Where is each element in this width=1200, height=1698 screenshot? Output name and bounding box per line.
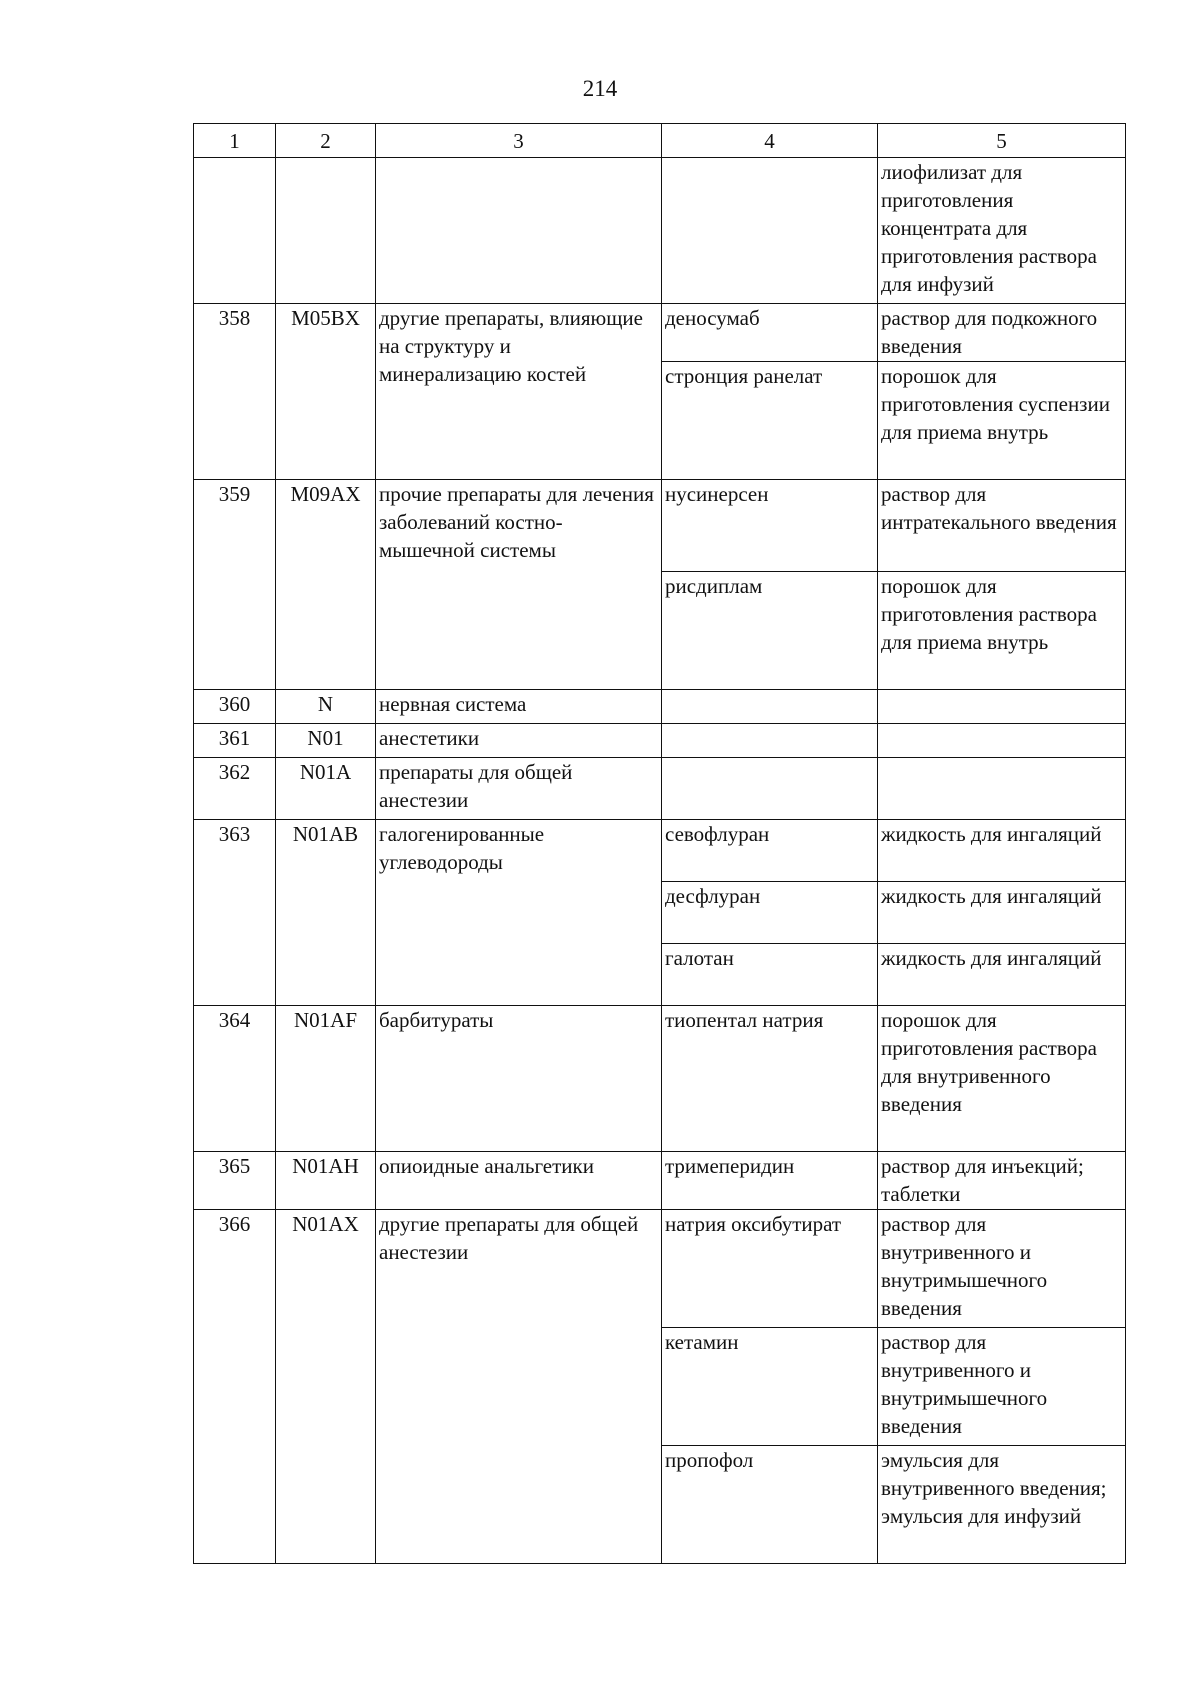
drug-name: тримеперидин bbox=[662, 1152, 878, 1210]
drug-name bbox=[662, 758, 878, 820]
table-row bbox=[194, 1006, 1126, 1152]
dosage-form: раствор для внутривенного и внутримышечного введения bbox=[878, 1210, 1126, 1328]
group-name: нервная система bbox=[376, 690, 662, 724]
atc-code: N01A bbox=[276, 758, 376, 820]
group-name: галогенированные углеводороды bbox=[376, 820, 662, 1006]
group-name: анестетики bbox=[376, 724, 662, 758]
row-number: 361 bbox=[194, 724, 276, 758]
group-name: барбитураты bbox=[376, 1006, 662, 1152]
drug-name bbox=[662, 690, 878, 724]
drug-name bbox=[662, 158, 878, 304]
dosage-form: эмульсия для внутривенного введения; эмульсия для инфузий bbox=[878, 1446, 1126, 1564]
table-row bbox=[194, 1152, 1126, 1210]
column-header: 3 bbox=[376, 124, 662, 158]
table-row bbox=[194, 758, 1126, 820]
atc-code: N01AB bbox=[276, 820, 376, 1006]
column-header: 1 bbox=[194, 124, 276, 158]
group-name: опиоидные анальгетики bbox=[376, 1152, 662, 1210]
atc-code: N01AX bbox=[276, 1210, 376, 1564]
drug-name: стронция ранелат bbox=[662, 362, 878, 480]
dosage-form: жидкость для ингаляций bbox=[878, 820, 1126, 882]
drug-name: севофлуран bbox=[662, 820, 878, 882]
table-row bbox=[194, 724, 1126, 758]
atc-code: N01AH bbox=[276, 1152, 376, 1210]
dosage-form: раствор для интратекального введения bbox=[878, 480, 1126, 572]
dosage-form: раствор для подкожного введения bbox=[878, 304, 1126, 362]
column-header: 5 bbox=[878, 124, 1126, 158]
drug-name: галотан bbox=[662, 944, 878, 1006]
drug-name: пропофол bbox=[662, 1446, 878, 1564]
dosage-form: порошок для приготовления суспензии для приема внутрь bbox=[878, 362, 1126, 480]
page-number: 214 bbox=[582, 76, 618, 101]
atc-code: M05BX bbox=[276, 304, 376, 480]
table-row bbox=[194, 820, 1126, 882]
row-number: 360 bbox=[194, 690, 276, 724]
table-row bbox=[194, 690, 1126, 724]
group-name: препараты для общей анестезии bbox=[376, 758, 662, 820]
atc-code: M09AX bbox=[276, 480, 376, 690]
group-name bbox=[376, 158, 662, 304]
row-number: 358 bbox=[194, 304, 276, 480]
column-header-row bbox=[194, 124, 1126, 158]
drug-name: деносумаб bbox=[662, 304, 878, 362]
table-row bbox=[194, 480, 1126, 572]
column-header: 2 bbox=[276, 124, 376, 158]
dosage-form bbox=[878, 690, 1126, 724]
dosage-form bbox=[878, 724, 1126, 758]
drug-name bbox=[662, 724, 878, 758]
drug-name: кетамин bbox=[662, 1328, 878, 1446]
dosage-form: лиофилизат для приготовления концентрата для приготовления раствора для инфузий bbox=[878, 158, 1126, 304]
table-row bbox=[194, 304, 1126, 362]
atc-code: N01AF bbox=[276, 1006, 376, 1152]
row-number: 364 bbox=[194, 1006, 276, 1152]
dosage-form: порошок для приготовления раствора для внутривенного введения bbox=[878, 1006, 1126, 1152]
group-name: другие препараты, влияющие на структуру и минерализацию костей bbox=[376, 304, 662, 480]
dosage-form: раствор для инъекций; таблетки bbox=[878, 1152, 1126, 1210]
dosage-form bbox=[878, 758, 1126, 820]
dosage-form: раствор для внутривенного и внутримышечного введения bbox=[878, 1328, 1126, 1446]
group-name: прочие препараты для лечения заболеваний костно-мышечной системы bbox=[376, 480, 662, 690]
drug-name: натрия оксибутират bbox=[662, 1210, 878, 1328]
row-number: 362 bbox=[194, 758, 276, 820]
row-number: 359 bbox=[194, 480, 276, 690]
atc-code bbox=[276, 158, 376, 304]
column-header: 4 bbox=[662, 124, 878, 158]
table-row bbox=[194, 158, 1126, 304]
table-row bbox=[194, 1210, 1126, 1328]
drug-name: тиопентал натрия bbox=[662, 1006, 878, 1152]
row-number bbox=[194, 158, 276, 304]
medicine-table bbox=[193, 123, 1126, 1564]
row-number: 366 bbox=[194, 1210, 276, 1564]
dosage-form: порошок для приготовления раствора для приема внутрь bbox=[878, 572, 1126, 690]
atc-code: N01 bbox=[276, 724, 376, 758]
row-number: 365 bbox=[194, 1152, 276, 1210]
dosage-form: жидкость для ингаляций bbox=[878, 944, 1126, 1006]
drug-name: десфлуран bbox=[662, 882, 878, 944]
drug-name: нусинерсен bbox=[662, 480, 878, 572]
group-name: другие препараты для общей анестезии bbox=[376, 1210, 662, 1564]
drug-name: рисдиплам bbox=[662, 572, 878, 690]
atc-code: N bbox=[276, 690, 376, 724]
row-number: 363 bbox=[194, 820, 276, 1006]
dosage-form: жидкость для ингаляций bbox=[878, 882, 1126, 944]
